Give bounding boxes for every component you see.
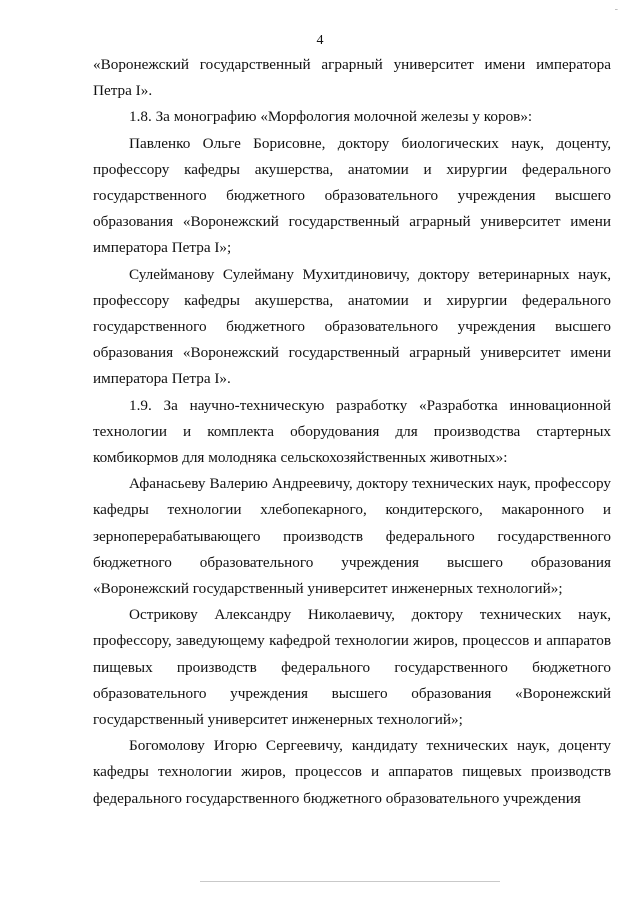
paragraph-award-1-8: 1.8. За монографию «Морфология молочной железы у коров»:: [129, 108, 533, 126]
page-number: 4: [316, 33, 324, 48]
paragraph-pavlenko: Павленко Ольге Борисовне, доктору биологических наук, доценту, профессору кафедры акушерства, анатомии и хирургии федерального государственного бюджетного образовательного учреждения высшего образования «Воронежский государственный аграрный университет имени императора Петра I»;: [93, 134, 611, 257]
paragraph-bogomolov: Богомолову Игорю Сергеевичу, кандидату технических наук, доценту кафедры технологии жиров, процессов и аппаратов пищевых производств федерального государственного бюджетного образовательного учреждения: [93, 737, 611, 807]
paragraph-ostrikov: Острикову Александру Николаевичу, доктору технических наук, профессору, заведующему кафедрой технологии жиров, процессов и аппаратов пищевых производств федерального государственного бюджетного образовательного учреждения высшего образования «Воронежский государственный университет инженерных технологий»;: [93, 606, 611, 729]
paragraph-suleymanov: Сулейманову Сулейману Мухитдиновичу, доктору ветеринарных наук, профессору кафедры акушерства, анатомии и хирургии федерального государственного бюджетного образовательного учреждения высшего образования «Воронежский государственный аграрный университет имени императора Петра I».: [93, 265, 611, 388]
paragraph-award-1-9: 1.9. За научно-техническую разработку «Разработка инновационной технологии и комплекта оборудования для производства стартерных комбикормов для молодняка сельскохозяйственных животных»:: [93, 396, 611, 467]
paragraph-afanasyev: Афанасьеву Валерию Андреевичу, доктору технических наук, профессору кафедры технологии хлебопекарного, кондитерского, макаронного и зерноперерабатывающего производств федерального государственного бюджетного образовательного учреждения высшего образования «Воронежский государственный университет инженерных технологий»;: [93, 475, 611, 598]
scan-bottom-line: [200, 881, 500, 882]
paragraph-continuation: «Воронежский государственный аграрный университет имени императора Петра I».: [93, 56, 611, 100]
document-body: [93, 52, 611, 812]
scan-corner-mark: -: [614, 4, 618, 15]
